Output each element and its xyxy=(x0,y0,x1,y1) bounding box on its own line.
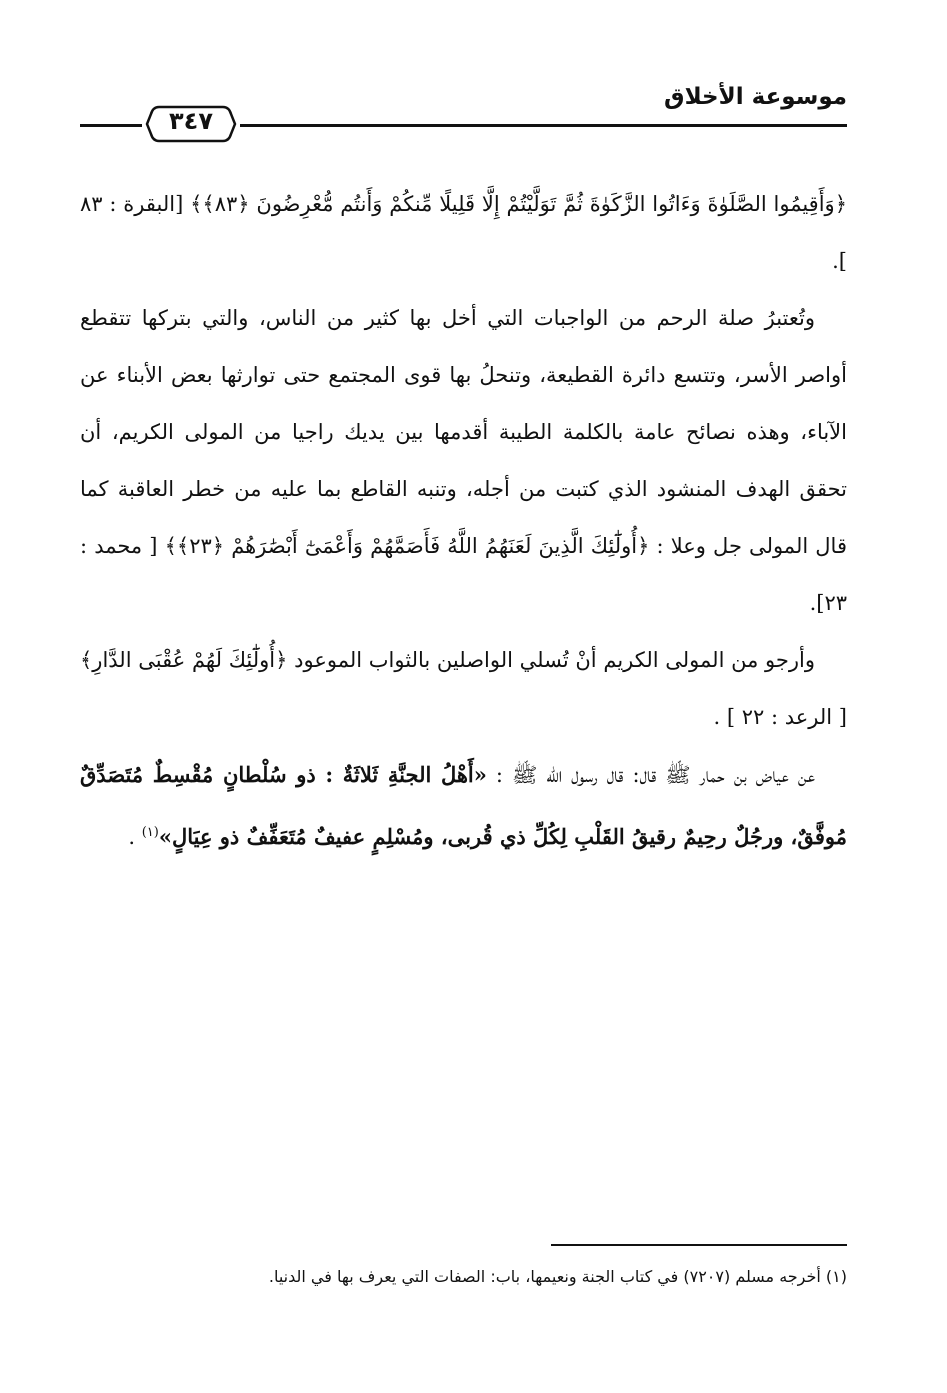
quran-verse-raad: ﴿أُولَٰٓئِكَ لَهُمْ عُقْبَى الدَّارِ﴾ xyxy=(80,648,288,672)
header-rule-left xyxy=(80,124,142,127)
paragraph-kinship-text: وتُعتبرُ صلة الرحم من الواجبات التي أخل بها كثير من الناس، والتي بتركها تتقطع أواصر الأسر، وتتسع دائرة القطيعة، وتنحلُ بها قوى المجتمع حتى توارثها بعض الأبناء عن الآباء، وهذه نصائح عامة بالكلمة الطيبة أقدمها بين يديك راجيا من المولى الكريم، أن تحقق الهدف المنشود الذي كتبت من أجله، وتنبه القاطع بما عليه من خطر العاقبة كما قال المولى جل وعلا : xyxy=(80,306,847,558)
footnote: (١) أخرجه مسلم (٧٢٠٧) في كتاب الجنة ونعيمها، باب: الصفات التي يعرف بها في الدنيا. xyxy=(268,1267,847,1286)
footnote-marker[interactable]: (١) xyxy=(141,825,159,840)
quran-verse-muhammad: ﴿أُولَٰٓئِكَ الَّذِينَ لَعَنَهُمُ اللَّهُ فَأَصَمَّهُمْ وَأَعْمَىٰٓ أَبْصَٰرَهُمْ ﴿٢٣﴾﴾ xyxy=(164,534,650,558)
hadith-intro: عن عياض بن حمار ﷺ قال: قال رسول الله ﷺ : xyxy=(486,763,816,787)
paragraph-reward xyxy=(80,632,847,746)
quran-verse-baqarah: ﴿وَأَقِيمُوا الصَّلَوٰةَ وَءَاتُوا الزَّكَوٰةَ ثُمَّ تَوَلَّيْتُمْ إِلَّا قَلِيلًا مِّنكُمْ وَأَنتُم مُّعْرِضُونَ ﴿٨٣﴾﴾ xyxy=(190,192,847,216)
main-text xyxy=(80,176,847,866)
verse-reference-baqarah: [البقرة : ٨٣ ]. xyxy=(80,192,847,273)
header-rule-right xyxy=(240,124,847,127)
paragraph-hadith xyxy=(80,746,847,866)
page-header-title: موسوعة الأخلاق xyxy=(664,84,847,110)
verse-reference-raad: [ الرعد : ٢٢ ] . xyxy=(713,705,847,729)
verse-reference-muhammad: [ محمد : ٢٣]. xyxy=(80,534,847,615)
page-number: ٣٤٧ xyxy=(169,107,213,135)
opening-verse-paragraph xyxy=(80,176,847,290)
hadith-text: «أَهْلُ الجنَّةِ ثَلاثَةٌ : ذو سُلْطانٍ مُقْسِطٌ مُتَصَدِّقٌ مُوفَّقٌ، ورجُلٌ رحِيمٌ رقيقُ القَلْبِ لِكُلِّ ذي قُربى، ومُسْلِمٍ عفيفٌ مُتَعَفِّفٌ ذو عِيَالٍ» xyxy=(80,762,847,849)
paragraph-kinship xyxy=(80,290,847,632)
paragraph-reward-text: وأرجو من المولى الكريم أنْ تُسلي الواصلين بالثواب الموعود xyxy=(287,648,815,672)
hadith-end: . xyxy=(128,825,142,849)
footnote-rule xyxy=(551,1244,847,1246)
page-number-badge xyxy=(145,104,237,144)
